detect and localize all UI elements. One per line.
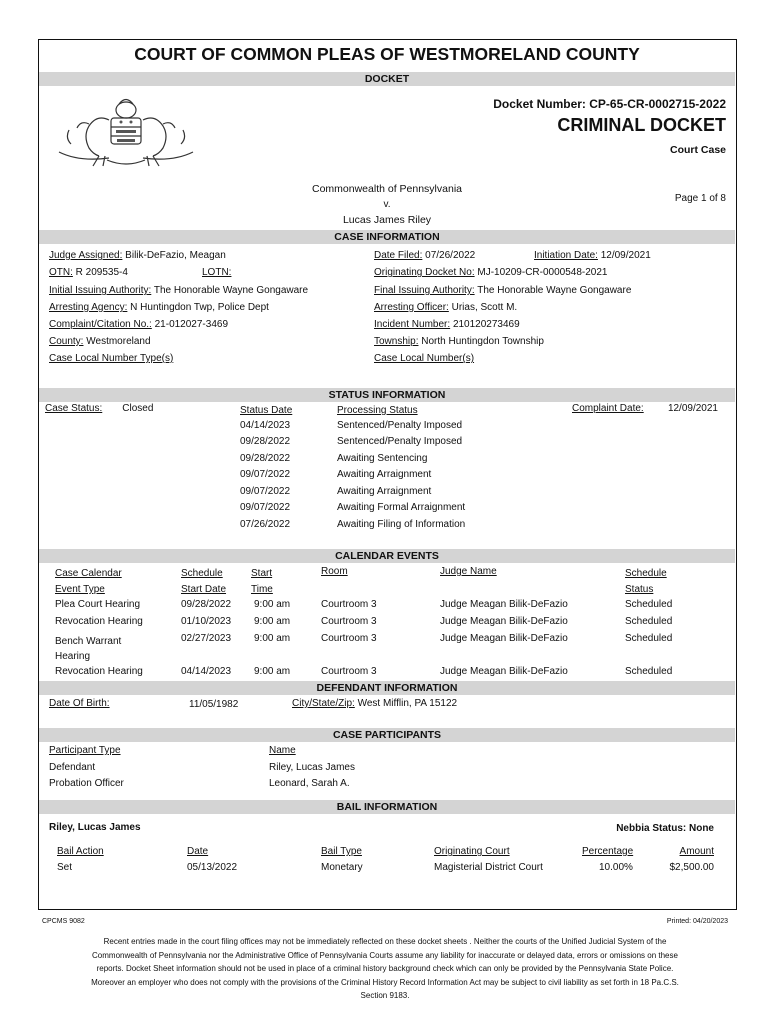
case-local-number-types: Case Local Number Type(s) — [49, 353, 174, 364]
list-item: Awaiting Arraignment — [337, 486, 432, 497]
list-item: Awaiting Filing of Information — [337, 519, 466, 530]
col-bail-type: Bail Type — [321, 846, 362, 857]
caption-plaintiff: Commonwealth of Pennsylvania — [312, 183, 462, 195]
calendar-events-header: CALENDAR EVENTS — [39, 549, 735, 563]
otn: OTN: R 209535-4 — [49, 267, 128, 278]
case-status: Case Status: Closed — [45, 403, 154, 414]
list-item: 09/28/2022 — [240, 453, 291, 464]
col-bail-action: Bail Action — [57, 846, 104, 857]
form-number: CPCMS 9082 — [42, 918, 85, 925]
arresting-officer: Arresting Officer: Urias, Scott M. — [374, 302, 518, 313]
list-item: 09/07/2022 — [240, 486, 291, 497]
list-item: 07/26/2022 — [240, 519, 291, 530]
document-type: CRIMINAL DOCKET — [557, 115, 726, 135]
case-kind: Court Case — [669, 144, 726, 156]
county: County: Westmoreland — [49, 336, 151, 347]
initial-issuing-authority: Initial Issuing Authority: The Honorable Wayne Gongaware — [49, 285, 309, 296]
date-of-birth-value: 11/05/1982 — [189, 699, 239, 710]
page-info: Page 1 of 8 — [674, 193, 726, 204]
list-item: Awaiting Arraignment — [337, 469, 432, 480]
city-state-zip: City/State/Zip: West Mifflin, PA 15122 — [292, 698, 458, 709]
list-item: 09/07/2022 — [240, 469, 291, 480]
court-title: COURT OF COMMON PLEAS OF WESTMORELAND COUNTY — [134, 44, 640, 64]
list-item: 09/07/2022 — [240, 502, 291, 513]
col-amount: Amount — [679, 846, 714, 857]
pennsylvania-seal-icon — [51, 94, 201, 170]
col-participant-name: Name — [269, 745, 296, 756]
status-information-header: STATUS INFORMATION — [39, 388, 735, 402]
township: Township: North Huntingdon Township — [374, 336, 544, 347]
list-item: Awaiting Sentencing — [337, 453, 428, 464]
status-date-header: Status Date — [240, 405, 293, 416]
initiation-date: Initiation Date: 12/09/2021 — [534, 250, 651, 261]
bail-person: Riley, Lucas James — [49, 822, 141, 833]
col-schedule-status: Schedule Status — [625, 568, 667, 595]
date-filed: Date Filed: 07/26/2022 — [374, 250, 476, 261]
col-percentage: Percentage — [582, 846, 634, 857]
lotn: LOTN: — [202, 267, 232, 278]
list-item: Awaiting Formal Arraignment — [337, 502, 466, 513]
col-participant-type: Participant Type — [49, 745, 121, 756]
col-originating-court: Originating Court — [434, 846, 510, 857]
case-information-header: CASE INFORMATION — [39, 230, 735, 244]
complaint-citation: Complaint/Citation No.: 21-012027-3469 — [49, 319, 229, 330]
col-judge-name: Judge Name — [440, 566, 497, 577]
col-room: Room — [321, 566, 348, 577]
arresting-agency: Arresting Agency: N Huntingdon Twp, Police Dept — [49, 302, 269, 313]
docket-page: COURT OF COMMON PLEAS OF WESTMORELAND COUNTY DOCKET Docket Number: CP-65-CR-0002715-2022 CRIMINAL DOCKET Court Case Commonwealth of Pennsylvania v. Lucas James Riley Page 1 of 8 CASE INFORMATION Judge Assigned: Bilik-DeFazio, Meagan Date Filed: 07/26/2022 Initiation Date: 12/09/2021 OTN: R 209535-4 LOTN: Originating Docket No: MJ-10209-CR-0000548-2021 Initial Issuing Authority: The Honorable Wayne Gongaware Final Issuing Authority: The Honorable Wayne Gongaware Arresting Agency: N Huntingdon Twp, Police Dept Arresting Officer: Urias, Scott M. Complaint/Citation No.: 21-012027-3469 Incident Number: 210120273469 County: Westmoreland Township: North Huntingdon Township Case Local Number Type(s) Case Local Number(s) STATUS INFORMATION Case Status: Closed Status Date Processing Status Complaint Date: 12/09/2021 04/14/2023 Sentenced/Penalty Imposed 09/28/2022 Sentenced/Penalty Imposed 09/28/2022 Awaiting Sentencing 09/07/2022 Awaiting Arraignment 09/07/2022 Awaiting Arraignment 09/07/2022 Awaiting Formal Arraignment 07/26/2022 Awaiting Filing of Information CALENDAR EVENTS Case Calendar Event Type Schedule Start Date Start Time Room Judge Name Schedule Status Plea Court Hearing 09/28/2022 9:00 am Courtroom 3 Judge Meagan Bilik-DeFazio Scheduled Revocation Hearing 01/10/2023 9:00 am Courtroom 3 Judge Meagan Bilik-DeFazio Scheduled Bench Warrant Hearing 02/27/2023 9:00 am Courtroom 3 Judge Meagan Bilik-DeFazio Scheduled Revocation Hearing 04/14/2023 9:00 am Courtroom 3 Judge Meagan Bilik-DeFazio Scheduled DEFENDANT INFORMATION Date Of Birth: 11/05/1982 City/State/Zip: West Mifflin, PA 15122 CASE PARTICIPANTS Participant Type Name Defendant Riley, Lucas James Probation Officer Leonard, Sarah A. BAIL INFORMATION Riley, Lucas James Nebbia Status: None Bail Action Date Bail Type Originating Court Percentage Amount Set 05/13/2022 Monetary Magisterial District Court 10.00% $2,500.00 — [38, 39, 737, 910]
incident-number: Incident Number: 210120273469 — [374, 319, 520, 330]
list-item: Sentenced/Penalty Imposed — [337, 436, 463, 447]
printed-date: Printed: 04/20/2023 — [666, 918, 728, 925]
col-start-date: Schedule Start Date — [181, 568, 227, 595]
bail-information-header: BAIL INFORMATION — [39, 800, 735, 814]
final-issuing-authority: Final Issuing Authority: The Honorable Wayne Gongaware — [374, 285, 632, 296]
defendant-information-header: DEFENDANT INFORMATION — [39, 681, 735, 695]
case-local-numbers: Case Local Number(s) — [374, 353, 475, 364]
caption-defendant: Lucas James Riley — [342, 214, 432, 226]
originating-docket: Originating Docket No: MJ-10209-CR-0000548-2021 — [374, 267, 608, 278]
nebbia-status: Nebbia Status: None — [616, 823, 714, 834]
list-item: 04/14/2023 — [240, 420, 291, 431]
list-item: 09/28/2022 — [240, 436, 291, 447]
processing-status-header: Processing Status — [337, 405, 418, 416]
complaint-date-value: 12/09/2021 — [667, 403, 718, 414]
docket-bar: DOCKET — [39, 72, 735, 86]
col-event-type: Case Calendar Event Type — [55, 568, 122, 595]
docket-number: Docket Number: CP-65-CR-0002715-2022 — [493, 97, 726, 111]
complaint-date-label: Complaint Date: — [572, 403, 644, 414]
judge-assigned: Judge Assigned: Bilik-DeFazio, Meagan — [49, 250, 226, 261]
list-item: Sentenced/Penalty Imposed — [337, 420, 463, 431]
case-participants-header: CASE PARTICIPANTS — [39, 728, 735, 742]
col-start-time: Start Time — [251, 568, 273, 595]
disclaimer: Recent entries made in the court filing offices may not be immediately reflected on these docket sheets . Neither the courts of the Unified Judicial System of the Commonwealth of Pennsylvania nor the Administrative Office of Pennsylvania Courts assume any liability for inaccurate or delayed data, errors or omissions on these reports. Docket Sheet information should not be used in place of a criminal history background check which can only be provided by the Pennsylvania State Police. Moreover an employer who does not comply with the provisions of the Criminal History Record Information Act may be subject to civil liability as set forth in 18 Pa.C.S. Section 9183. — [91, 937, 679, 1001]
col-bail-date: Date — [187, 846, 209, 857]
caption-versus: v. — [383, 199, 391, 210]
date-of-birth-label: Date Of Birth: — [49, 698, 110, 709]
